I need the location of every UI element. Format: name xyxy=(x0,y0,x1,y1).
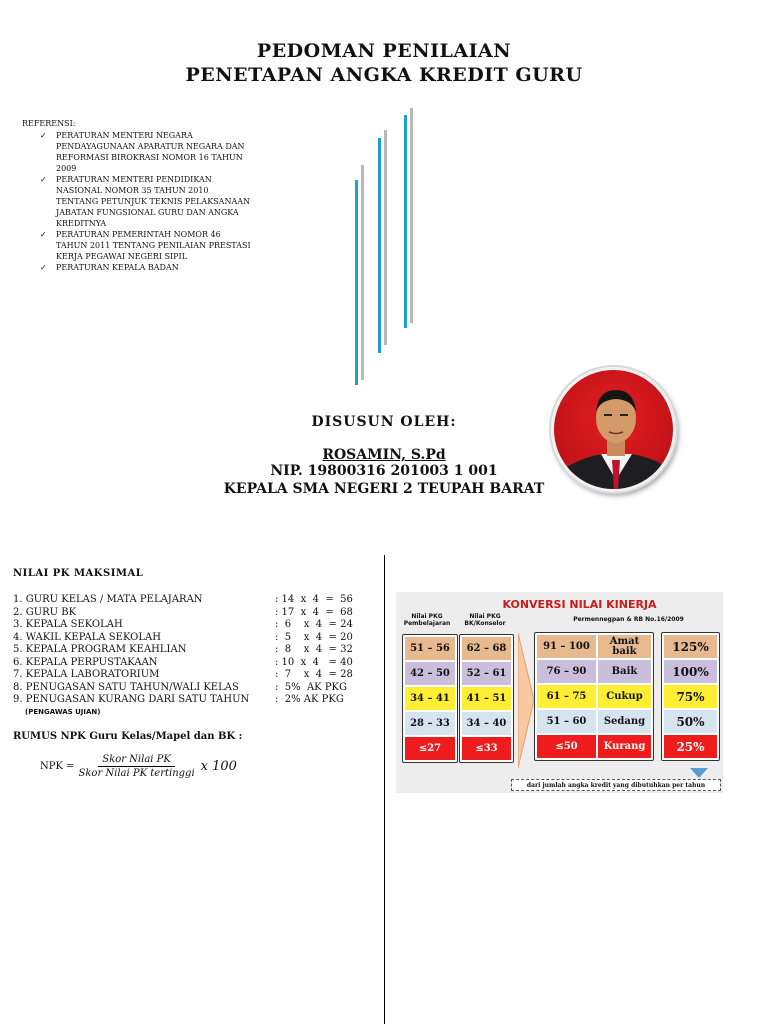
pembelajaran-cell: 34 – 41 xyxy=(405,687,455,710)
author-position: KEPALA SMA NEGERI 2 TEUPAH BARAT xyxy=(223,481,545,497)
nilai-row xyxy=(537,685,651,708)
nilai-label-cell: Baik xyxy=(598,660,651,683)
references-heading: REFERENSI: xyxy=(22,119,76,128)
konversi-sub-permen: Permennegpan & RB No.16/2009 xyxy=(573,616,684,623)
decorative-line xyxy=(355,180,358,385)
down-arrow-icon xyxy=(690,768,708,778)
nilai-row xyxy=(537,635,651,658)
formula-numerator: Skor Nilai PK xyxy=(98,754,175,767)
list-item xyxy=(13,607,373,620)
document-title-line2: PENETAPAN ANGKA KREDIT GURU xyxy=(185,64,583,86)
nilai-row xyxy=(537,710,651,733)
check-icon: ✓ xyxy=(40,131,47,140)
pk-role: 6. KEPALA PERPUSTAKAAN xyxy=(13,656,158,668)
document-title-line1: PEDOMAN PENILAIAN xyxy=(256,40,512,62)
pk-value: : 8 x 4 = 32 xyxy=(275,644,353,655)
pk-role: 1. GURU KELAS / MATA PELAJARAN xyxy=(13,594,203,605)
reference-item xyxy=(22,130,252,174)
pk-max-list xyxy=(13,594,373,717)
nilai-label-cell: Sedang xyxy=(598,710,651,733)
konversi-title: KONVERSI NILAI KINERJA xyxy=(502,598,657,611)
list-item xyxy=(13,644,373,657)
check-icon: ✓ xyxy=(40,263,47,272)
reference-text: PERATURAN PEMERINTAH NOMOR 46 TAHUN 2011 TENTANG PENILAIAN PRESTASI KERJA PEGAWAI NEGERI SIPIL xyxy=(56,230,251,261)
percent-cell: 125% xyxy=(664,635,717,658)
pk-role: 4. WAKIL KEPALA SEKOLAH xyxy=(13,631,161,643)
reference-item xyxy=(22,262,252,273)
nilai-row xyxy=(537,735,651,758)
pk-value: : 7 x 4 = 28 xyxy=(275,669,353,680)
reference-text: PERATURAN KEPALA BADAN xyxy=(56,263,179,272)
nilai-label-cell: Kurang xyxy=(598,735,651,758)
nilai-range-cell: 51 – 60 xyxy=(537,710,596,733)
reference-item xyxy=(22,174,252,229)
pk-role: 8. PENUGASAN SATU TAHUN/WALI KELAS xyxy=(13,681,239,693)
decorative-line xyxy=(361,165,364,380)
bk-cell: 52 – 61 xyxy=(462,662,511,685)
reference-text: PERATURAN MENTERI NEGARA PENDAYAGUNAAN APARATUR NEGARA DAN REFORMASI BIROKRASI NOMOR 16 TAHUN 2009 xyxy=(56,131,245,173)
bk-cell: ≤33 xyxy=(462,737,511,760)
decorative-line xyxy=(410,108,413,323)
nilai-range-cell: ≤50 xyxy=(537,735,596,758)
nilai-range-column xyxy=(534,632,654,761)
pk-value: : 6 x 4 = 24 xyxy=(275,619,353,630)
konversi-note: dari jumlah angka kredit yang dibutuhkan per tahun xyxy=(511,779,721,791)
pk-role: 7. KEPALA LABORATORIUM xyxy=(13,669,160,680)
nilai-range-cell: 76 – 90 xyxy=(537,660,596,683)
list-item xyxy=(13,682,373,695)
pk-value: : 14 x 4 = 56 xyxy=(275,594,353,605)
pembelajaran-cell: 51 – 56 xyxy=(405,637,455,660)
list-item xyxy=(13,632,373,645)
check-icon: ✓ xyxy=(40,175,47,184)
pk-role: 2. GURU BK xyxy=(13,606,77,618)
npk-formula xyxy=(40,754,237,779)
nilai-label-cell: Cukup xyxy=(598,685,651,708)
bk-cell: 41 – 51 xyxy=(462,687,511,710)
pk-value: : 10 x 4 = 40 xyxy=(275,656,353,668)
pk-role: 9. PENUGASAN KURANG DARI SATU TAHUN xyxy=(13,694,250,705)
decorative-line xyxy=(384,130,387,345)
formula-multiplier: x 100 xyxy=(200,759,237,774)
reference-text: PERATURAN MENTERI PENDIDIKAN NASIONAL NOMOR 35 TAHUN 2010 TENTANG PETUNJUK TEKNIS PELAKSANAAN JABATAN FUNGSIONAL GURU DAN ANGKA KREDITNYA xyxy=(56,175,250,228)
right-arrow-icon xyxy=(518,633,534,768)
reference-item xyxy=(22,229,252,262)
bk-cell: 34 – 40 xyxy=(462,712,511,735)
column-divider xyxy=(384,555,385,1024)
list-item xyxy=(13,669,373,682)
author-nip: NIP. 19800316 201003 1 001 xyxy=(270,463,498,479)
pk-value: : 5 x 4 = 20 xyxy=(275,631,353,643)
pk-value: : 17 x 4 = 68 xyxy=(275,606,353,618)
check-icon: ✓ xyxy=(40,230,47,239)
percent-cell: 100% xyxy=(664,660,717,683)
formula-fraction xyxy=(79,754,195,779)
bk-column xyxy=(459,634,514,763)
konversi-sub-bk: Nilai PKG BK/Konselor xyxy=(464,613,506,627)
bk-cell: 62 – 68 xyxy=(462,637,511,660)
list-item xyxy=(13,594,373,607)
compiled-by-heading: DISUSUN OLEH: xyxy=(311,414,457,430)
pembelajaran-column xyxy=(402,634,458,763)
nilai-range-cell: 61 – 75 xyxy=(537,685,596,708)
pembelajaran-cell: 42 – 50 xyxy=(405,662,455,685)
pk-value: : 5% AK PKG xyxy=(275,681,348,693)
pk-value: : 2% AK PKG xyxy=(275,694,344,705)
references-section xyxy=(22,118,252,273)
decorative-line xyxy=(404,115,407,328)
references-list xyxy=(22,130,252,273)
formula-heading: RUMUS NPK Guru Kelas/Mapel dan BK : xyxy=(13,731,243,742)
list-item xyxy=(13,657,373,670)
percent-column xyxy=(661,632,720,761)
percent-cell: 50% xyxy=(664,710,717,733)
pk-role: 5. KEPALA PROGRAM KEAHLIAN xyxy=(13,644,187,655)
pembelajaran-cell: ≤27 xyxy=(405,737,455,760)
konversi-sub-pembelajaran: Nilai PKG Pembelajaran xyxy=(403,613,451,627)
pk-role: 3. KEPALA SEKOLAH xyxy=(13,619,123,630)
author-name: ROSAMIN, S.Pd xyxy=(322,447,446,463)
pk-max-heading: NILAI PK MAKSIMAL xyxy=(13,568,144,579)
decorative-line xyxy=(378,138,381,353)
nilai-range-cell: 91 – 100 xyxy=(537,635,596,658)
percent-cell: 75% xyxy=(664,685,717,708)
formula-lhs: NPK = xyxy=(40,761,75,772)
percent-cell: 25% xyxy=(664,735,717,758)
nilai-label-cell: Amat baik xyxy=(598,635,651,658)
list-item xyxy=(13,619,373,632)
pk-note: (PENGAWAS UJIAN) xyxy=(25,707,101,716)
nilai-row xyxy=(537,660,651,683)
formula-denominator: Skor Nilai PK tertinggi xyxy=(78,768,195,779)
pembelajaran-cell: 28 – 33 xyxy=(405,712,455,735)
list-item xyxy=(13,694,373,707)
